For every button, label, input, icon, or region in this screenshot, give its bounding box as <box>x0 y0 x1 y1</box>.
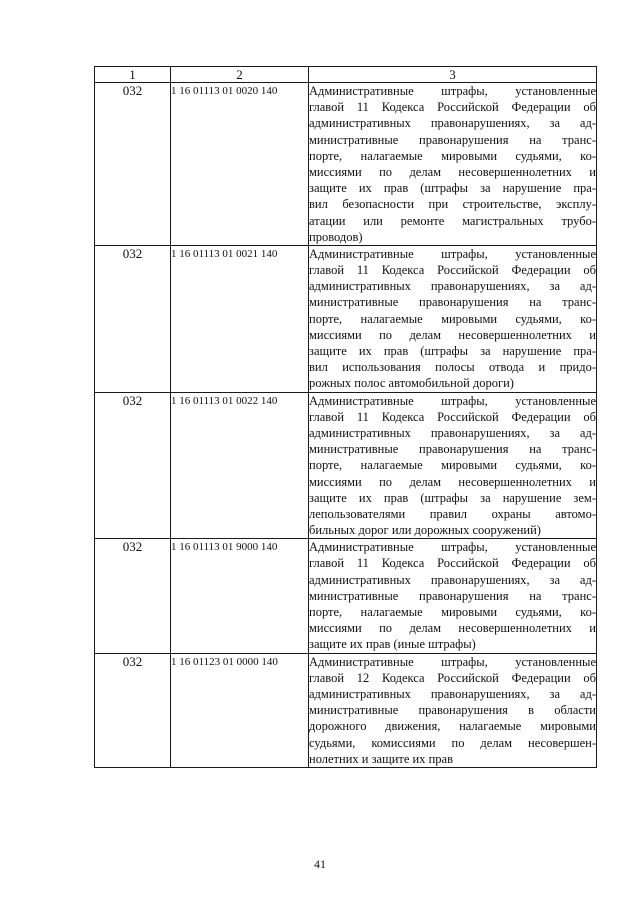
description-line: защите их прав (штрафы за нарушение пра- <box>309 344 596 358</box>
description-line: Административные штрафы, установленные <box>309 246 596 261</box>
budget-classification-code-cell: 1 16 01113 01 0021 140 <box>171 245 309 392</box>
admin-code-cell: 032 <box>95 83 171 246</box>
description-line: министративные правонарушения на транс- <box>309 442 596 457</box>
description-line: судьями, комиссиями по делам несовершен- <box>309 735 596 750</box>
description-line: административных правонарушениях, за ад- <box>309 116 596 131</box>
description-line: административных правонарушениях, за ад- <box>309 686 596 701</box>
revenue-description-cell <box>309 539 597 653</box>
description-line: вил использования полосы отвода и придо- <box>309 360 596 375</box>
description-line: Административные штрафы, установленные <box>309 654 596 669</box>
revenue-description-cell <box>309 653 597 767</box>
description-line: порте, налагаемые мировыми судьями, ко- <box>309 311 596 326</box>
column-header-2: 2 <box>171 67 309 83</box>
description-line: министративные правонарушения в области <box>309 703 596 718</box>
revenue-description-cell <box>309 245 597 392</box>
table-row <box>95 83 597 246</box>
description-line: миссиями по делам несовершеннолетних и <box>309 474 596 489</box>
description-line: дорожного движения, налагаемые мировыми <box>309 719 596 734</box>
description-line: Административные штрафы, установленные <box>309 393 596 408</box>
description-line: Административные штрафы, установленные <box>309 84 596 98</box>
description-line: защите их прав (штрафы за нарушение пра- <box>309 181 596 196</box>
description-line: вил безопасности при строительстве, эксплу- <box>309 197 596 212</box>
budget-classification-code-cell: 1 16 01123 01 0000 140 <box>171 653 309 767</box>
description-line: бильных дорог или дорожных сооружений) <box>309 523 541 538</box>
table-row <box>95 245 597 392</box>
description-line: лепользователями правил охраны автомо- <box>309 506 596 521</box>
table-row <box>95 392 597 539</box>
description-line: министративные правонарушения на транс- <box>309 295 596 310</box>
description-line: проводов) <box>309 229 363 244</box>
admin-code-cell: 032 <box>95 653 171 767</box>
description-line: рожных полос автомобильной дороги) <box>309 376 514 391</box>
table-row <box>95 539 597 653</box>
description-line: порте, налагаемые мировыми судьями, ко- <box>309 458 596 473</box>
revenue-description-cell <box>309 392 597 539</box>
description-line: главой 11 Кодекса Российской Федерации об <box>309 409 596 424</box>
description-line: административных правонарушениях, за ад- <box>309 572 596 587</box>
admin-code-cell: 032 <box>95 539 171 653</box>
description-line: защите их прав (иные штрафы) <box>309 637 476 652</box>
page-number: 41 <box>314 857 326 871</box>
table-row <box>95 653 597 767</box>
budget-classification-code-cell: 1 16 01113 01 9000 140 <box>171 539 309 653</box>
admin-code-cell: 032 <box>95 392 171 539</box>
description-line: миссиями по делам несовершеннолетних и <box>309 327 596 342</box>
revenue-description-cell <box>309 83 597 246</box>
description-line: защите их прав (штрафы за нарушение зем- <box>309 490 596 505</box>
description-line: Административные штрафы, установленные <box>309 540 596 555</box>
budget-classification-code-cell: 1 16 01113 01 0022 140 <box>171 392 309 539</box>
column-header-1: 1 <box>95 67 171 83</box>
table-body <box>95 83 597 768</box>
description-line: миссиями по делам несовершеннолетних и <box>309 164 596 179</box>
description-line: административных правонарушениях, за ад- <box>309 279 596 294</box>
description-line: министративные правонарушения на транс- <box>309 588 596 603</box>
column-header-3: 3 <box>309 67 597 83</box>
description-line: нолетних и защите их прав <box>309 751 453 766</box>
description-line: административных правонарушениях, за ад- <box>309 425 596 440</box>
description-line: порте, налагаемые мировыми судьями, ко- <box>309 148 596 163</box>
description-line: атации или ремонте магистральных трубо- <box>309 213 596 228</box>
budget-classification-code-cell: 1 16 01113 01 0020 140 <box>171 83 309 246</box>
admin-code-cell: 032 <box>95 245 171 392</box>
description-line: главой 11 Кодекса Российской Федерации об <box>309 100 596 115</box>
table-header-row <box>95 67 597 83</box>
description-line: главой 12 Кодекса Российской Федерации об <box>309 670 596 685</box>
description-line: миссиями по делам несовершеннолетних и <box>309 621 596 636</box>
description-line: главой 11 Кодекса Российской Федерации об <box>309 556 596 571</box>
budget-code-table <box>94 66 597 768</box>
description-line: главой 11 Кодекса Российской Федерации об <box>309 263 596 278</box>
description-line: порте, налагаемые мировыми судьями, ко- <box>309 605 596 619</box>
description-line: министративные правонарушения на транс- <box>309 132 596 147</box>
